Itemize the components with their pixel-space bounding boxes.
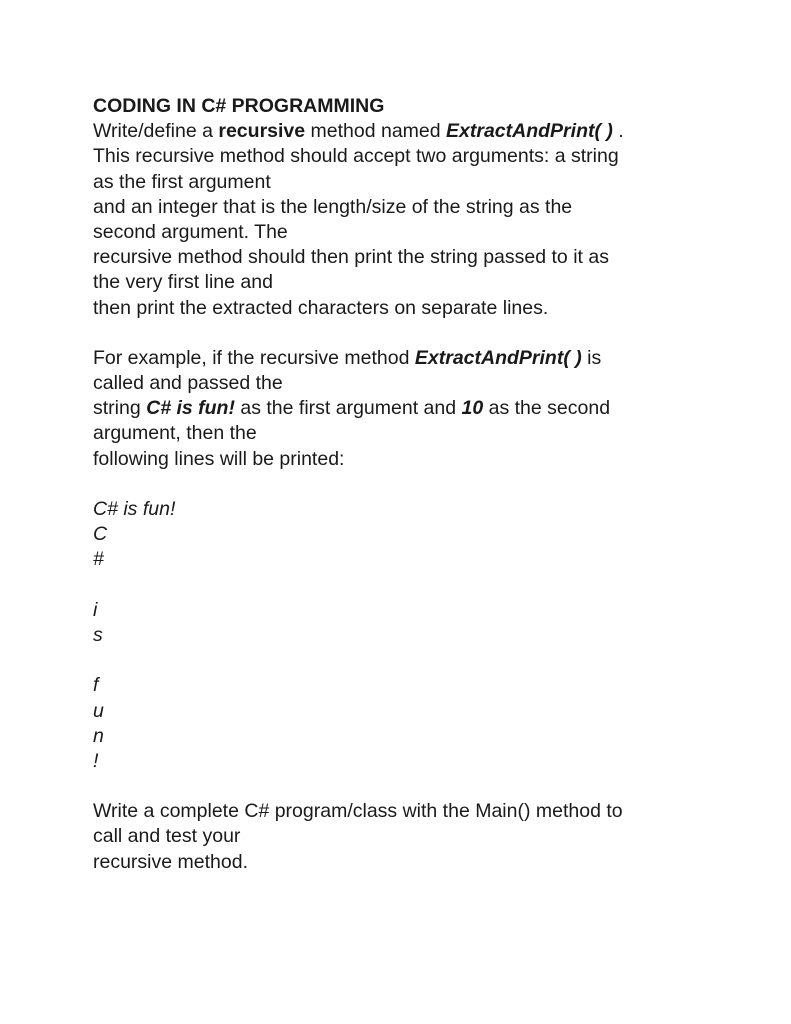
output-line bbox=[93, 573, 733, 598]
para1-text: Write/define a bbox=[93, 120, 219, 143]
para1-line-8: then print the extracted characters on separate lines. bbox=[93, 296, 549, 319]
para1-line-1 bbox=[93, 119, 733, 144]
output-line: s bbox=[93, 623, 103, 646]
document-page bbox=[93, 94, 733, 875]
method-name: ExtractAndPrint( ) bbox=[446, 120, 613, 143]
output-line: u bbox=[93, 699, 104, 722]
para1-line-6: recursive method should then print the string passed to it as bbox=[93, 246, 609, 269]
para1-text: method named bbox=[305, 120, 447, 143]
para2-text: as the first argument and bbox=[234, 397, 462, 420]
spacer bbox=[93, 472, 733, 497]
method-name: ExtractAndPrint( ) bbox=[414, 346, 582, 369]
output-line: ! bbox=[93, 749, 99, 772]
para2-line-5: following lines will be printed: bbox=[93, 447, 345, 470]
output-line bbox=[93, 648, 733, 673]
para2-line-4: argument, then the bbox=[93, 422, 257, 445]
output-line: C# is fun! bbox=[93, 498, 176, 520]
para1-line-3: as the first argument bbox=[93, 170, 271, 193]
example-number: 10 bbox=[461, 397, 484, 420]
recursive-keyword: recursive bbox=[218, 120, 306, 143]
para3-line-3: recursive method. bbox=[93, 850, 248, 873]
para2-text: as the second bbox=[483, 397, 611, 420]
spacer bbox=[93, 774, 733, 799]
para1-line-5: second argument. The bbox=[93, 220, 288, 243]
para1-line-7: the very first line and bbox=[93, 271, 273, 294]
output-line: i bbox=[93, 598, 98, 621]
para3-line-1: Write a complete C# program/class with the Main() method to bbox=[93, 800, 623, 823]
para3-line-2: call and test your bbox=[93, 825, 241, 848]
para2-line-1 bbox=[93, 346, 733, 371]
para2-line-2: called and passed the bbox=[93, 372, 283, 395]
spacer bbox=[93, 321, 733, 346]
para1-text: . bbox=[612, 120, 624, 143]
output-line: n bbox=[93, 724, 104, 747]
para2-text: string bbox=[93, 397, 147, 420]
para1-line-4: and an integer that is the length/size of the string as the bbox=[93, 195, 573, 218]
example-output bbox=[93, 497, 733, 774]
output-line: # bbox=[93, 548, 104, 571]
example-string: C# is fun! bbox=[146, 397, 235, 420]
para2-text: is bbox=[581, 346, 602, 369]
output-line: C bbox=[93, 523, 108, 546]
output-line: f bbox=[93, 674, 99, 697]
para2-line-3 bbox=[93, 396, 733, 421]
para2-text: For example, if the recursive method bbox=[93, 346, 415, 369]
document-title: CODING IN C# PROGRAMMING bbox=[93, 95, 385, 117]
para1-line-2: This recursive method should accept two arguments: a string bbox=[93, 145, 619, 168]
